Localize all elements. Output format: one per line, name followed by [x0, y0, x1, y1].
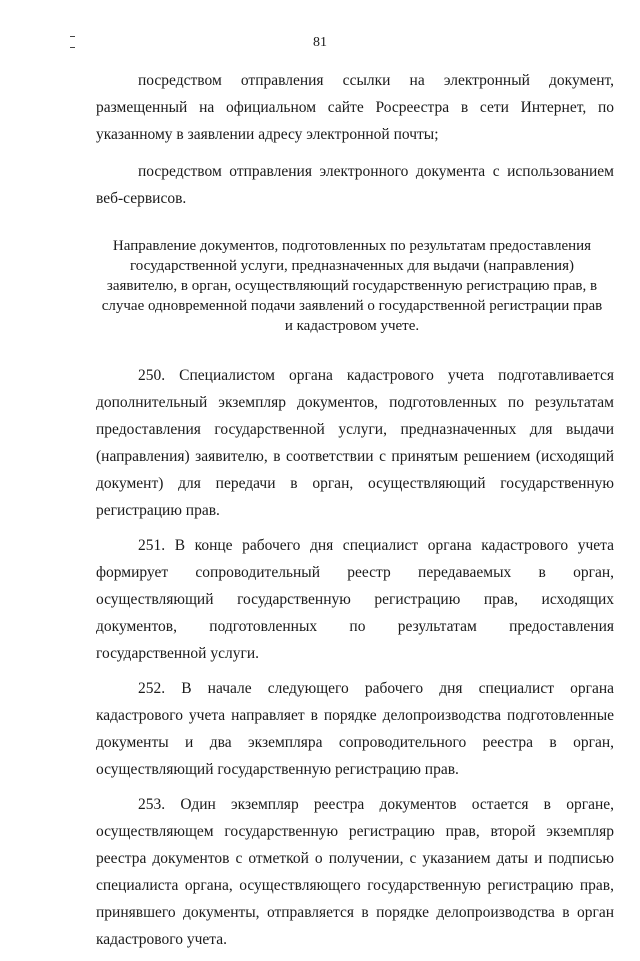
paragraph: посредством отправления электронного документа с использованием веб-сервисов.: [96, 163, 614, 207]
document-body: [96, 67, 614, 961]
numbered-paragraph: 250. Специалистом органа кадастрового учета подготавливается дополнительный экземпляр документов, подготовленных по результатам предоставления государственной услуги, предназначенных для выдачи (направления) заявителю, в соответствии с принятым решением (исходящий документ) для передачи в орган, осуществляющий государственную регистрацию прав.: [96, 367, 614, 519]
numbered-paragraph: 253. Один экземпляр реестра документов остается в органе, осуществляющем государственную регистрацию прав, второй экземпляр реестра документов с отметкой о получении, с указанием даты и подписью специалиста органа, осуществляющего государственную регистрацию прав, принявшего документы, отправляется в порядке делопроизводства в орган кадастрового учета.: [96, 796, 614, 948]
paragraph: посредством отправления ссылки на электронный документ, размещенный на официальном сайте Росреестра в сети Интернет, по указанному в заявлении адресу электронной почты;: [96, 72, 614, 143]
section-heading: Направление документов, подготовленных по результатам предоставления государственной услуги, предназначенных для выдачи (направления) заявителю, в орган, осуществляющий государственную регистрацию прав, в случае одновременной подачи заявлений о государственной регистрации прав и кадастровом учете.: [101, 238, 603, 334]
numbered-paragraph: 252. В начале следующего рабочего дня специалист органа кадастрового учета направляет в порядке делопроизводства подготовленные документы и два экземпляра сопроводительного реестра в орган, осуществляющий государственную регистрацию прав.: [96, 680, 614, 778]
page-number: 81: [313, 35, 327, 50]
numbered-paragraph: 251. В конце рабочего дня специалист органа кадастрового учета формирует сопроводительный реестр передаваемых в орган, осуществляющий государственную регистрацию прав, исходящих документов, подготовленных по результатам предоставления государственной услуги.: [96, 537, 614, 662]
